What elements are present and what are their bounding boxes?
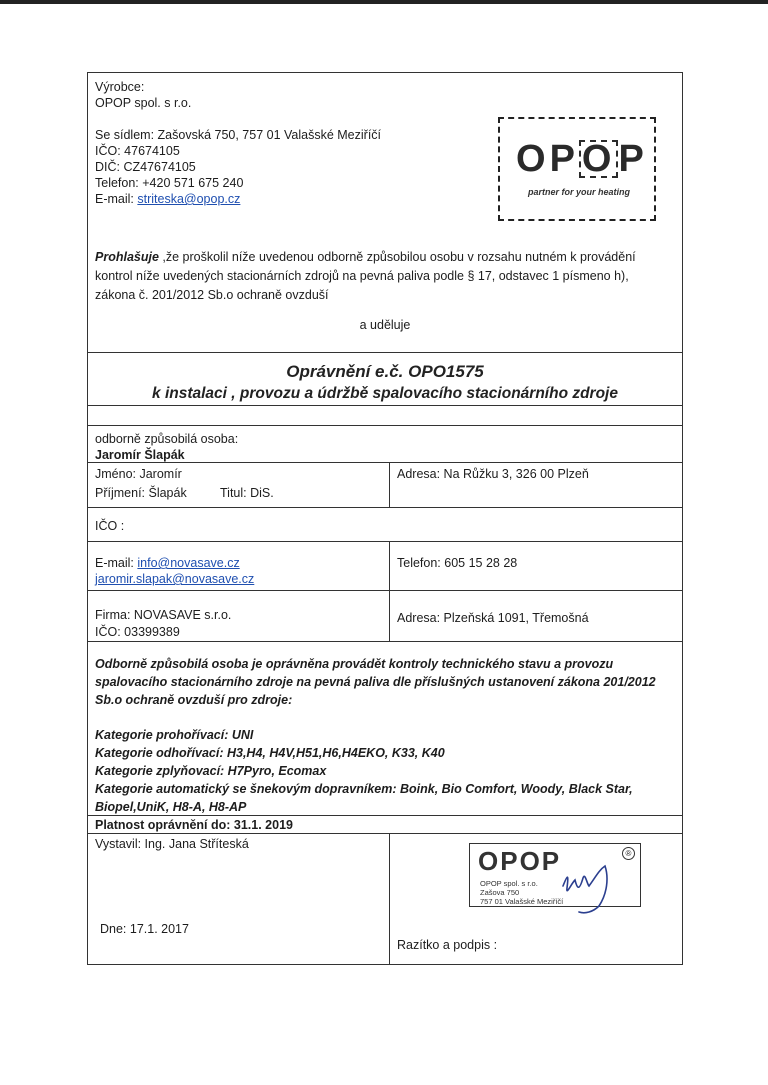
person-email-label: E-mail:	[95, 556, 138, 570]
scope-category-4b: Biopel,UniK, H8-A, H8-AP	[95, 800, 247, 814]
person-surname: Příjmení: Šlapák	[95, 486, 187, 500]
divider	[88, 541, 682, 542]
person-first-name: Jméno: Jaromír	[95, 467, 182, 481]
divider	[88, 833, 682, 834]
manufacturer-dic: DIČ: CZ47674105	[95, 160, 196, 174]
signature-icon	[555, 858, 625, 918]
person-label: odborně způsobilá osoba:	[95, 432, 239, 446]
scope-category-4a: Kategorie automatický se šnekovým dopravníkem: Boink, Bio Comfort, Woody, Black Star,	[95, 782, 633, 796]
person-firm: Firma: NOVASAVE s.r.o.	[95, 608, 232, 622]
scope-category-3: Kategorie zplyňovací: H7Pyro, Ecomax	[95, 764, 327, 778]
scan-edge	[0, 0, 768, 4]
stamp-line2: Zašova 750	[480, 888, 520, 897]
logo-letter-p2: P	[618, 138, 648, 180]
divider	[88, 405, 682, 406]
manufacturer-email-label: E-mail:	[95, 192, 138, 206]
divider	[88, 462, 682, 463]
person-title: Titul: DiS.	[220, 486, 274, 500]
divider	[88, 352, 682, 353]
declaration-line1	[95, 249, 636, 266]
authorization-subtitle: k instalaci , provozu a údržbě spalovacího stacionárního zdroje	[152, 385, 618, 402]
divider	[88, 590, 682, 591]
manufacturer-phone: Telefon: +420 571 675 240	[95, 176, 244, 190]
manufacturer-email-line	[95, 191, 240, 207]
person-email2-link[interactable]: jaromir.slapak@novasave.cz	[95, 572, 255, 586]
divider	[88, 507, 682, 508]
logo-letter-p1: P	[549, 138, 579, 180]
stamp-line1: OPOP spol. s r.o.	[480, 879, 538, 888]
divider	[389, 541, 390, 641]
person-address: Adresa: Na Růžku 3, 326 00 Plzeň	[397, 467, 589, 481]
scope-line2: spalovacího stacionárního zdroje na pevná paliva dle příslušných ustanovení zákona 201/2012	[95, 675, 656, 689]
scope-category-2: Kategorie odhořívací: H3,H4, H4V,H51,H6,H4EKO, K33, K40	[95, 746, 445, 760]
person-ico: IČO :	[95, 519, 125, 533]
registered-mark-icon: ®	[622, 847, 635, 860]
person-email-line	[95, 555, 240, 571]
validity: Platnost oprávnění do: 31.1. 2019	[95, 818, 293, 832]
declaration-line2: kontrol níže uvedených stacionárních zdrojů na pevná paliva podle § 17, odstavec 1 písmeno h),	[95, 269, 629, 283]
logo-letter-o2: O	[579, 140, 619, 178]
logo-tagline: partner for your heating	[528, 187, 631, 197]
scope-line1: Odborně způsobilá osoba je oprávněna provádět kontroly technického stavu a provozu	[95, 657, 614, 671]
scope-category-1: Kategorie prohořívací: UNI	[95, 728, 254, 742]
manufacturer-address: Se sídlem: Zašovská 750, 757 01 Valašské Meziříčí	[95, 128, 382, 142]
divider	[88, 815, 682, 816]
manufacturer-company: OPOP spol. s r.o.	[95, 96, 192, 110]
manufacturer-email-link[interactable]: striteska@opop.cz	[137, 192, 241, 206]
divider	[88, 425, 682, 426]
manufacturer-ico: IČO: 47674105	[95, 144, 180, 158]
declaration-grants: a uděluje	[359, 318, 411, 332]
divider	[389, 462, 390, 507]
person-email1-link[interactable]: info@novasave.cz	[137, 556, 240, 570]
declaration-lead: Prohlašuje	[95, 250, 159, 264]
issued-by: Vystavil: Ing. Jana Stříteská	[95, 837, 249, 851]
divider	[88, 641, 682, 642]
manufacturer-label: Výrobce:	[95, 80, 145, 94]
person-firm-ico: IČO: 03399389	[95, 625, 180, 639]
issue-date: Dne: 17.1. 2017	[100, 922, 189, 936]
person-firm-address: Adresa: Plzeňská 1091, Třemošná	[397, 611, 589, 625]
declaration-line1-rest: ,že proškolil níže uvedenou odborně způsobilou osobu v rozsahu nutném k provádění	[158, 250, 636, 264]
scope-line3: Sb.o ochraně ovzduší pro zdroje:	[95, 693, 293, 707]
declaration-line3: zákona č. 201/2012 Sb.o ochraně ovzduší	[95, 288, 329, 302]
person-full-name: Jaromír Šlapák	[95, 448, 185, 462]
logo-wordmark	[516, 139, 648, 179]
authorization-title: Oprávnění e.č. OPO1575	[286, 362, 484, 381]
stamp-logo: OPOP	[478, 846, 562, 876]
opop-logo	[498, 117, 656, 221]
stamp-line3: 757 01 Valašské Meziříčí	[480, 897, 564, 906]
divider	[389, 833, 390, 965]
logo-letter-o1: O	[516, 138, 550, 180]
stamp-sign-label: Razítko a podpis :	[397, 938, 498, 952]
person-phone: Telefon: 605 15 28 28	[397, 556, 518, 570]
